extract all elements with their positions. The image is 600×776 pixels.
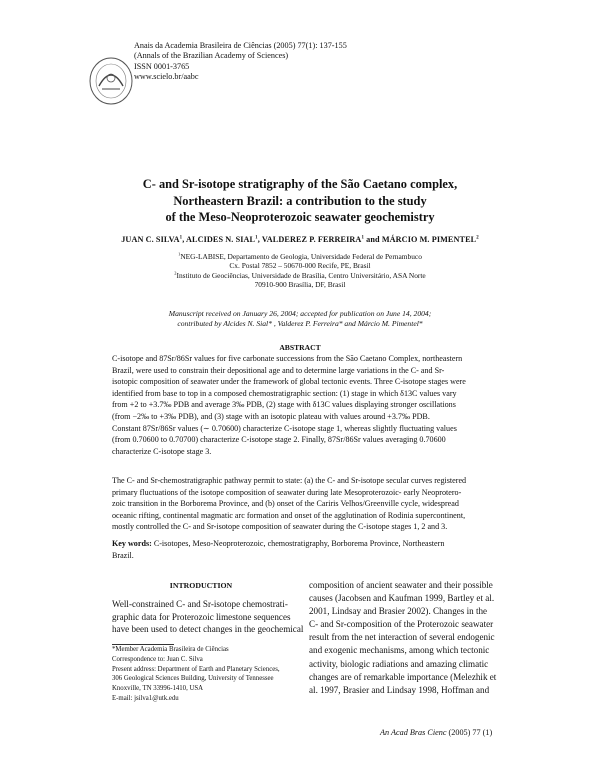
- keywords-text: Brazil.: [112, 550, 134, 560]
- footnote-line: Knoxville, TN 33996-1410, USA: [112, 685, 204, 693]
- dates-line: contributed by Alcides N. Sial* , Valderez P. Ferreira* and Márcio M. Pimentel*: [177, 319, 423, 328]
- abstract-line: (from 0.70600 to 0.70700) characterize C-isotope stage 2. Finally, 87Sr/86Sr values averaging 0.70600: [112, 435, 446, 445]
- footnote-email[interactable]: E-mail: jsilva1@utk.edu: [112, 694, 179, 702]
- journal-header: [134, 41, 347, 83]
- footnote-line: *Member Academia Brasileira de Ciências: [112, 646, 229, 653]
- body-line: result from the net interaction of several endogenic: [309, 632, 495, 643]
- page-footer: [380, 728, 492, 737]
- body-line: al. 1997, Brasier and Lindsay 1998, Hoffman and: [309, 684, 490, 695]
- body-line: composition of ancient seawater and their possible: [309, 580, 493, 590]
- body-line: 2001, Lindsay and Brasier 2002). Changes in the: [309, 606, 488, 617]
- author-name: VALDEREZ P. FERREIRA: [261, 235, 362, 244]
- body-line: causes (Jacobsen and Kaufman 1999, Bartley et al.: [309, 593, 495, 604]
- affil-mark: 1: [255, 235, 258, 241]
- body-line: have been used to detect changes in the geochemical: [112, 624, 304, 635]
- footer-journal: An Acad Bras Cienc: [380, 728, 447, 737]
- affil-mark: 1: [361, 235, 364, 241]
- body-line: Well-constrained C- and Sr-isotope chemostrati-: [112, 599, 288, 609]
- author-list: JUAN C. SILVA$^1$, ALCIDES N. SIAL$^1$, VALDEREZ P. FERREIRA$^1$ and MÁRCIO M. PIMENTEL$^2$: [121, 235, 479, 244]
- title-line: of the Meso-Neoproterozoic seawater geochemistry: [165, 210, 435, 224]
- footnotes: [112, 645, 298, 704]
- introduction-col1: [112, 598, 304, 636]
- abstract-line: Brazil, were used to constrain their depositional age and to determine large variations in the C- and Sr-: [112, 365, 445, 375]
- abstract-line: C-isotope and 87Sr/86Sr values for five carbonate successions from the São Caetano Complex, northeastern: [112, 354, 463, 363]
- body-line: graphic data for Proterozoic limestone sequences: [112, 611, 291, 622]
- abstract-line: mostly controlled the C- and Sr-isotope composition of seawater during the C-isotope stages 1, 2 and 3.: [112, 522, 448, 532]
- abstract-line: isotopic composition of seawater under the framework of global tectonic events. Three C-isotope stages were: [112, 377, 466, 387]
- abstract-line: from +2 to +3.7‰ PDB and average 3‰ PDB, (2) stage with δ13C values displaying stronger oscillations: [112, 400, 456, 410]
- affiliations: [90, 252, 510, 290]
- title-line: C- and Sr-isotope stratigraphy of the São Caetano complex,: [142, 177, 458, 191]
- affiliation-line: Instituto de Geociências, Universidade de Brasília, Centro Universitário, ASA Norte: [176, 270, 426, 280]
- introduction-col2: [309, 579, 497, 697]
- journal-header-line: ISSN 0001-3765: [134, 61, 190, 71]
- abstract-paragraph: [112, 475, 488, 533]
- keywords-text: C-isotopes, Meso-Neoproterozoic, chemostratigraphy, Borborema Province, Northeastern: [153, 539, 445, 548]
- keywords: [112, 538, 488, 561]
- footer-volume: (2005) 77 (1): [448, 728, 493, 737]
- footnote-line: Present address: Department of Earth and Planetary Sciences,: [112, 665, 280, 673]
- journal-header-line: (Annals of the Brazilian Academy of Sciences): [134, 51, 289, 61]
- journal-url[interactable]: www.scielo.br/aabc: [134, 72, 199, 82]
- body-line: activity, biologic radiations and amazing climatic: [309, 658, 489, 669]
- abstract-line: The C- and Sr-chemostratigraphic pathway permit to state: (a) the C- and Sr-isotope secular curves registered: [112, 476, 467, 485]
- abstract-heading: ABSTRACT: [279, 343, 321, 352]
- abstract-line: identified from base to top in a composed chemostratigraphic section: (1) stage in which δ13C values vary: [112, 388, 457, 398]
- keywords-label: Key words:: [112, 539, 152, 548]
- affil-mark: 1: [179, 235, 183, 241]
- affiliation-line: 70910-900 Brasília, DF, Brasil: [254, 280, 346, 290]
- author-name: JUAN C. SILVA: [121, 235, 180, 244]
- journal-header-line: Anais da Academia Brasileira de Ciências (2005) 77(1): 137-155: [134, 41, 347, 50]
- affil-mark: 2: [174, 270, 177, 276]
- author-conjunction: and: [366, 235, 380, 244]
- academy-seal-logo: [88, 56, 134, 106]
- body-line: and exogenic mechanisms, among which tectonic: [309, 645, 490, 656]
- affiliation-line: Cx. Postal 7852 – 50670-000 Recife, PE, Brasil: [229, 261, 371, 271]
- paper-title: [60, 176, 540, 226]
- abstract-paragraph: [112, 353, 488, 457]
- footnote-line: Correspondence to: Juan C. Silva: [112, 655, 203, 663]
- affil-mark: 1: [178, 251, 181, 257]
- title-line: Northeastern Brazil: a contribution to the study: [173, 193, 427, 208]
- author-name: ALCIDES N. SIAL: [186, 235, 256, 244]
- abstract-line: Constant 87Sr/86Sr values (∼ 0.70600) characterize C-isotope stage 1, whereas slightly fluctuating values: [112, 423, 457, 433]
- abstract-line: zoic transition in the Borborema Province, and (b) onset of the Cariris Velhos/Greenville cycle, widespread: [112, 499, 459, 509]
- manuscript-dates: [70, 309, 530, 329]
- affiliation-line: NEG-LABISE, Departamento de Geologia, Universidade Federal de Pernambuco: [180, 252, 422, 261]
- body-line: C- and Sr-composition of the Proterozoic seawater: [309, 619, 494, 630]
- footnote-line: 306 Geological Sciences Building, University of Tennessee: [112, 675, 274, 683]
- abstract-line: oceanic rifting, continental magmatic arc formation and onset of the agglutination of Rodinia supercontinent,: [112, 510, 466, 520]
- affil-mark: 2: [476, 235, 479, 241]
- abstract-line: primary fluctuations of the isotope composition of seawater during late Mesoproterozoic- early Neoprotero-: [112, 487, 462, 497]
- abstract-line: characterize C-isotope stage 3.: [112, 446, 212, 456]
- body-line: changes are of remarkable importance (Melezhik et: [309, 671, 497, 682]
- abstract-line: (from −2‰ to +3‰ PDB), and (3) stage with an isotopic plateau with values around +3.7‰ PDB.: [112, 411, 430, 421]
- dates-line: Manuscript received on January 26, 2004; accepted for publication on June 14, 2004;: [168, 309, 432, 318]
- author-name: MÁRCIO M. PIMENTEL: [381, 235, 477, 244]
- introduction-heading: INTRODUCTION: [169, 581, 233, 590]
